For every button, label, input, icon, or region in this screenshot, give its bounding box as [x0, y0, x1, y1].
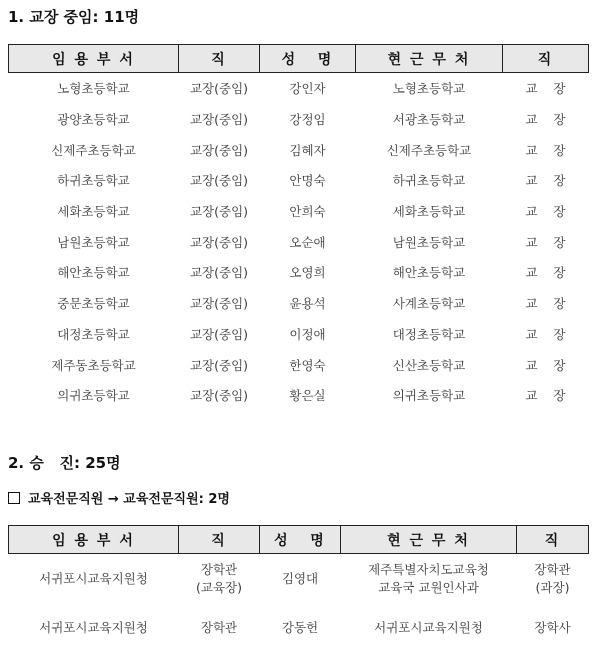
- header-position: 직: [179, 45, 260, 73]
- cell-current-workplace: 하귀초등학교: [392, 173, 466, 189]
- section2-subheading-text: 교육전문직원 → 교육전문직원: 2명: [28, 492, 230, 507]
- cell-current-workplace: 의귀초등학교: [392, 388, 466, 404]
- cell-current-workplace: 서귀포시교육지원청: [374, 619, 483, 635]
- header-department: 임 용 부 서: [9, 45, 179, 73]
- cell-current-workplace: 서광초등학교: [392, 112, 466, 128]
- cell-position: 교장(중임): [189, 388, 249, 404]
- cell-name: 안희숙: [289, 204, 326, 220]
- cell-department: 남원초등학교: [57, 234, 130, 250]
- section2-table: [8, 525, 589, 652]
- table-row: [9, 226, 589, 257]
- cell-position: 장학관 (교육장): [196, 561, 242, 595]
- table-row: [9, 554, 589, 604]
- cell-name: 안명숙: [289, 173, 326, 189]
- header-current-workplace: 현 근 무 처: [356, 45, 503, 73]
- cell-current-position: 장학관 (과장): [534, 561, 571, 595]
- header-name: 성 명: [260, 45, 356, 73]
- cell-current-position: 교 장: [525, 173, 566, 189]
- header-position: 직: [179, 526, 260, 554]
- cell-current-workplace: 남원초등학교: [392, 234, 466, 250]
- cell-department: 중문초등학교: [57, 296, 130, 312]
- section2-heading: 2. 승 진: 25명: [8, 454, 121, 472]
- cell-department: 광양초등학교: [57, 112, 130, 128]
- cell-current-workplace: 사계초등학교: [392, 296, 466, 312]
- cell-name: 한영숙: [289, 357, 326, 373]
- cell-position: 장학관: [200, 619, 238, 635]
- cell-current-position: 교 장: [525, 112, 566, 128]
- cell-department: 서귀포시교육지원청: [39, 570, 148, 586]
- table-row: [9, 288, 589, 319]
- table-row: [9, 380, 589, 411]
- cell-department: 의귀초등학교: [57, 388, 130, 404]
- cell-current-position: 교 장: [525, 388, 566, 404]
- cell-name: 강동헌: [281, 619, 319, 635]
- cell-current-position: 교 장: [525, 296, 566, 312]
- cell-name: 강정임: [289, 112, 326, 128]
- cell-current-position: 교 장: [525, 204, 566, 220]
- table-row: [9, 104, 589, 135]
- cell-position: 교장(중임): [189, 326, 249, 342]
- cell-current-position: 교 장: [525, 81, 566, 97]
- cell-name: 이정애: [289, 326, 326, 342]
- cell-department: 해안초등학교: [57, 265, 130, 281]
- cell-position: 교장(중임): [189, 265, 249, 281]
- cell-name: 김영대: [281, 570, 319, 586]
- header-name: 성 명: [260, 526, 341, 554]
- cell-name: 오영희: [289, 265, 326, 281]
- header-current-position: 직: [503, 45, 589, 73]
- header-current-position: 직: [517, 526, 589, 554]
- header-department: 임 용 부 서: [9, 526, 179, 554]
- section1-table: [8, 44, 589, 411]
- cell-current-workplace: 노형초등학교: [392, 81, 466, 97]
- cell-name: 황은실: [289, 388, 326, 404]
- table-row: [9, 196, 589, 227]
- cell-department: 세화초등학교: [57, 204, 130, 220]
- table-row: [9, 257, 589, 288]
- cell-department: 노형초등학교: [57, 81, 130, 97]
- cell-name: 강인자: [289, 81, 326, 97]
- table-row: [9, 349, 589, 380]
- cell-position: 교장(중임): [189, 81, 249, 97]
- cell-name: 윤용석: [289, 296, 326, 312]
- cell-current-position: 교 장: [525, 234, 566, 250]
- cell-department: 제주동초등학교: [51, 357, 136, 373]
- table-row: [9, 134, 589, 165]
- cell-position: 교장(중임): [189, 173, 249, 189]
- section2-subheading: [8, 488, 230, 507]
- table-row: [9, 603, 589, 652]
- table-row: [9, 319, 589, 350]
- cell-current-position: 교 장: [525, 142, 566, 158]
- cell-current-workplace: 세화초등학교: [392, 204, 466, 220]
- cell-current-workplace: 해안초등학교: [392, 265, 466, 281]
- section1-heading: 1. 교장 중임: 11명: [8, 8, 140, 26]
- cell-position: 교장(중임): [189, 112, 249, 128]
- cell-name: 김혜자: [289, 142, 326, 158]
- cell-department: 대정초등학교: [57, 326, 130, 342]
- cell-current-position: 교 장: [525, 265, 566, 281]
- cell-current-workplace: 신산초등학교: [392, 357, 466, 373]
- cell-current-workplace: 대정초등학교: [392, 326, 466, 342]
- table-header-row: [9, 45, 589, 73]
- table-header-row: [9, 526, 589, 554]
- cell-department: 서귀포시교육지원청: [39, 619, 148, 635]
- cell-position: 교장(중임): [189, 142, 249, 158]
- cell-position: 교장(중임): [189, 204, 249, 220]
- cell-department: 신제주초등학교: [51, 142, 136, 158]
- checkbox-square-icon: [8, 492, 20, 504]
- cell-department: 하귀초등학교: [57, 173, 130, 189]
- table-row: [9, 73, 589, 104]
- cell-current-position: 교 장: [525, 326, 566, 342]
- cell-position: 교장(중임): [189, 296, 249, 312]
- header-current-workplace: 현 근 무 처: [341, 526, 517, 554]
- cell-name: 오순애: [289, 234, 326, 250]
- cell-current-workplace: 제주특별자치도교육청 교육국 교원인사과: [368, 561, 489, 595]
- table-row: [9, 165, 589, 196]
- cell-current-workplace: 신제주초등학교: [386, 142, 472, 158]
- cell-position: 교장(중임): [189, 357, 249, 373]
- cell-current-position: 장학사: [534, 619, 571, 635]
- cell-current-position: 교 장: [525, 357, 566, 373]
- cell-position: 교장(중임): [189, 234, 249, 250]
